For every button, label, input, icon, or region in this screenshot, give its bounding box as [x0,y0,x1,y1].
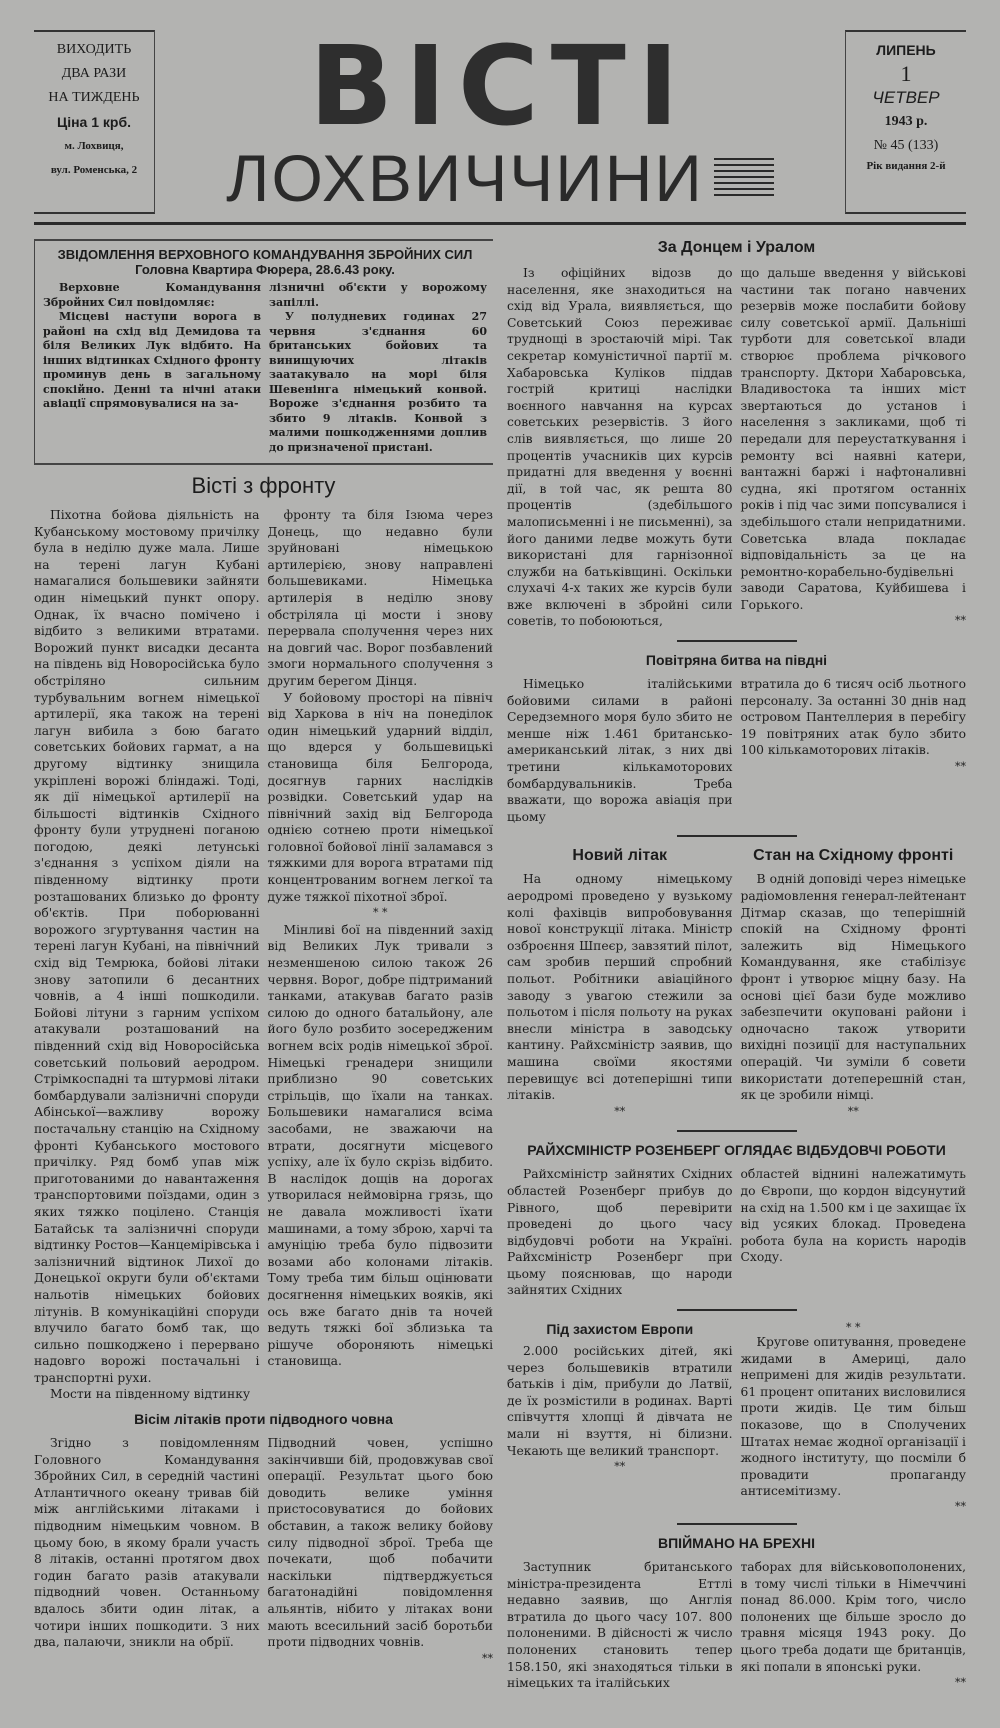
masthead-center [167,22,833,215]
address-street: вул. Роменська, 2 [50,164,138,176]
rosenberg-title: РАЙХСМІНІСТР РОЗЕНБЕРГ ОГЛЯДАЄ ВІДБУДОВЧІ РОБОТИ [527,1142,946,1159]
address-city: м. Лохвиця, [64,140,124,152]
rosenberg-article [507,1142,966,1299]
newplane-article [507,847,733,1120]
lie-col2: таборах для військовополонених, в тому числі тільки в Німеччині понад 86.000. Крім того, число полонених ще більше зросло до травня місяця 1943 року. До цього треба додати ще британців, які попали в японські руки. ** [741,1559,967,1692]
left-column [34,239,493,1673]
year: 1943 р. [884,114,928,129]
end-mark: ** [955,1500,966,1513]
communique-title: ЗВІДОМЛЕННЯ ВЕРХОВНОГО КОМАНДУВАННЯ ЗБРОЙНИХ СИЛ [57,247,473,262]
lie-col1: Заступник британського міністра-президента Еттлі недавно заявив, що Англія втратила до цього часу 107. 800 полоненими. В дійсності ж число полонених становить тепер 158.150, які знаходяться тільки в німецьких та італійських [507,1560,733,1691]
communique-col2: лізничні об'єкти у ворожому запіллі. У полудневих годинах 27 червня з'єднання 60 британських бойових та винищуючих літаків заатакувало на морі біля Шевенінга німецький конвой. Вороже з'єднання розбито та збито 9 літаків. Конвой з малими пошкодженнями доплив до призначеної пристані. [269,281,487,454]
frequency-line: ВИХОДИТЬ [56,42,132,57]
issue-number: № 45 (133) [873,138,939,153]
europe-article [507,1321,733,1476]
eastfront-text: В одній доповіді через німецьке радіомовлення генерал-лейтенант Дітмар сказав, що теперішній спокій на Східному фронті залежить від Німецького Командування, яке стабілізує фронт і утворює міцну базу. На основі цієї бази буде можливо забезпечити окуповані райони і одночасно також утворити вихідні позиції для наступальних операцій. Чи зуміли б совети використати дотеперешній стан, як це зробили німці. ** [741,871,967,1120]
divider [677,1130,797,1132]
rosenberg-col1: Райхсміністр зайнятих Східних областей Розенберг прибув до Рівного, щоб перевірити проведені до цього часу відбудовчі роботи на Україні. Райхсміністр Розенберг при цьому пояснював, що народи зайнятих Східних [507,1167,733,1298]
right-column [507,239,966,1698]
europe-poll-row [507,1321,966,1513]
end-mark: ** [955,614,966,628]
newplane-eastfront-row [507,847,966,1120]
end-mark: ** [614,1104,626,1118]
airbattle-col2: втратила до 6 тисяч осіб льотного персоналу. За останні 30 днів над островом Пантеллерия в перебігу 19 повітряних атак було збито 100 кількамоторових літаків. ** [741,676,967,776]
communique-box [34,239,493,465]
end-mark: ** [614,1460,626,1474]
front-article [34,473,493,1403]
frequency-line: ДВА РАЗИ [61,66,127,81]
communique-col1: Верховне Командування Збройних Сил повідомляє: Місцеві наступи ворога в районі на схід від Демидова та біля Великих Лук відбито. На інших відтинках Східного фронту проминув день в загальному спокійно. Денні та нічні атаки авіації спрямовувалися на за- [43,281,261,410]
europe-title: Під захистом Европи [546,1321,694,1338]
end-mark: ** [847,1104,859,1118]
price: Ціна 1 крб. [56,114,132,130]
lie-article [507,1535,966,1692]
weekday: ЧЕТВЕР [872,88,940,107]
submarine-col2: Підводний човен, успішно закінчивши бій, продовжував свої операції. Результат цього бою доводить велике уміння пристосовуватися до бойових обставин, а також велику бойову силу підводної зброї. Треба ще почекати, щоб побачити наскільки підтверджується багатонадійні повідомлення альянтів, нібито у літаках вони мають всесильний засіб боротьби проти підводних човнів. ** [268,1435,494,1667]
end-mark: ** [955,1676,966,1690]
masthead-subtitle: ЛОХВИЧЧИНИ [226,141,704,215]
front-col1: Піхотна бойова діяльність на Кубанському мостовому причілку була в неділю дуже мала. Лише на терені лагун Кубані намагалися большевики зайняти один німецький пункт опору. Однак, їх вчасно помічено і відбито з великими втратами. Ворожий пункт висадки десанта на південь від Новоросійська було обстріляно сильним турбувальним вогнем німецької артилерії, яка також на терені лагун вибила з бою багато советських бойових гармат, а на другому відтинку знищила укріплені ворожі бліндажі. Тоді, як дії німецької артилерії на більшості відтинків Східного фронту були утруднені поганою погодою, деякі летунські з'єднання з успіхом діяли на південному відтинку проти розташованих близько до фронту об'єктів. При поборюванні ворожого згуртування частин на терені лагун Кубані, на північний схід від Темрюка, бойові літаки знову затопили 6 десантних човнів, а 4 інші пошкодили. Бойові літуни з гарним успіхом атакували розташований на південний схід від Новоросійська советський польовий аеродром. Стрімкоспадні та штурмові літаки бомбардували залізничні споруди Абінської—важливу ворожу постачальну станцію на Східному фронті Кубанського мостового причілку. Ряд бомб упав між приготованими до навантаження транспортовими поїздами, один з яких тяжко поцілено. Станція Батайськ та залізничні споруди відтинку Ростов—Канцемірівська і залізничний відтинок Лихої до Донецької округи були об'єктами нальотів німецьких бойових літунів. В комунікаційні споруди влучило багато бомб так, що сильно пошкоджено і перервано надовго ворожі постачальні і транспортні рухи. Мости на південному відтинку [34,508,260,1402]
airbattle-title: Повітряна битва на півдні [645,652,828,669]
masthead-right-box [845,30,966,214]
divider [677,835,797,837]
communique-subtitle: Головна Квартира Фюрера, 28.6.43 року. [135,262,395,277]
divider [677,640,797,642]
donets-article [507,239,966,630]
edition-year: Рік видання 2-й [866,160,946,172]
page-body [34,239,966,1698]
divider [677,1309,797,1311]
masthead-left-box [34,30,155,214]
lie-title: ВПІЙМАНО НА БРЕХНІ [658,1535,815,1551]
submarine-article [34,1411,493,1667]
donets-col1: Із офіційних відозв до населення, яке знаходиться на схід від Урала, виявляється, що Советський Союз переживає труднощі в зростаючій мірі. Так секретар комуністичної партії м. Хабаровська Куліков піддав гострій критиці наслідки воєнного навчання на курсах советських резервістів. З його слів виявляється, що лише 20 процентів учасників цих курсів придатні для введення у воєнні дії, в той час, як решта 80 процентів (здебільшого малописьменні і не письменні), за його даними ледве можуть бути використані для гарнізонної служби на батьківщині. Оскільки слухачі 4-х таких же курсів були вже включені в збройні сили советів, то побоюються, [507,266,733,629]
separator-stars: * * [846,1321,861,1335]
eastfront-article [741,847,967,1120]
end-mark: ** [482,1651,493,1665]
donets-title: За Донцем і Уралом [657,239,816,256]
month: ЛИПЕНЬ [876,42,936,58]
eastfront-title: Стан на Східному фронті [753,847,954,865]
airbattle-article [507,652,966,825]
submarine-title: Вісім літаків проти підводного човна [134,1411,393,1428]
end-mark: ** [955,760,966,774]
masthead-lines [714,158,774,198]
europe-text: 2.000 російських дітей, які через большевиків втратили батьків і дім, прибули до Латвії, де їх розмістили в родинах. Варті співчуття хлопці й дівчата не мали ні взуття, ні білизни. Чекають ще великий транспорт. ** [507,1343,733,1476]
front-title: Вісті з фронту [191,473,336,498]
newplane-title: Новий літак [572,847,668,865]
front-col2: фронту та біля Ізюма через Донець, що недавно були зруйновані німецькою артилерією, знову направлені большевиками. Німецька артилерія в неділю знову обстріляла ці мости і знову перервала сполучення через них на довгий час. Ворог позбавлений змоги нормального сполучення з другим берегом Дінця. У бойовому просторі на північ від Харкова в ніч на понеділок один німецький ударний відділ, що вдерся у большевицькі становища біля Белгорода, досягнув гарних наслідків розвідки. Советський удар на північний захід від Белгорода однією сотнею проти німецької головної бойової лінії заламався з тяжкими для ворога втратами під концентрованим вогнем легкої та дуже тяжкої піхотної зброї. * * Мінливі бої на південний захід від Великих Лук тривали з незменшеною силою також 26 червня. Ворог, добре підтриманий танками, атакував багато разів силою до одного батальйону, але його було розбито зосередженим вогнем всіх родів німецької зброї. Німецькі гренадери знищили приблизно 90 советських стрільців, що їхали на танках. Большевики намагалися всіма засобами, не зважаючи на втрати, досягнути місцевого успіху, але їх було скрізь відбито. В наслідок дощів на дорогах утворилася неймовірна грязь, що не давала можливості їхати машинами, а тому зброю, харчі та амуніцію треба було підвозити возами або колонами літаків. Тому треба тим більш оцінювати досягнення німецьких вояків, які ось вже багато днів та ночей ведуть тяжкі бої зблизька та рішуче обороняють німецькі становища. [267,508,493,1369]
poll-text: Кругове опитування, проведене жидами в Америці, дало непримені для жидів результати. 61 процент опитаних висловилися проти жидів. Це тим більш показове, що в Сполучених Штатах немає жодної організації і жодного інституту, що посміли б провадити пропаганду антисемітизму. [740,1335,966,1499]
poll-article [741,1321,967,1513]
rosenberg-col2: областей віднині належатимуть до Європи, що кордон відсунутий на схід на 1.500 км і це захищає їх від усяких блокад. Проведена робота була на користь народів Сходу. [740,1167,966,1265]
frequency-line: НА ТИЖДЕНЬ [48,90,140,105]
donets-col2: що дальше введення у військові частини так погано навчених резервів може послабити бойову силу советської армії. Дальніші турботи для советської влади створює проблема річкового транспорту. Дктори Хабаровська, Владивостока та інших міст звертаються до установ і населення з закликами, щоб ті передали для переустаткування і ремонту всі наявні катери, вантажні баржі і нафтоналивні судна, які протягом останніх років і під час зими попсувалися і здебільшого стали непридатними. Советська влада покладає відповідальність за це на ремонтно-корабельно-будівельні заводи Саратова, Куйбишева і Горького. ** [741,265,967,630]
masthead-subtitle-row [226,142,774,214]
masthead-rule [34,222,966,225]
divider [677,1523,797,1525]
airbattle-col1: Німецько італійськими бойовими силами в районі Середземного моря було збито не менше ніж 1.461 британсько-американський літак, з них дві третини кількамоторових бомбардувальників. Треба вважати, що ворожа авіація при цьому [507,677,733,824]
separator-stars: * * [373,906,388,920]
day: 1 [900,61,912,86]
submarine-col1: Згідно з повідомленням Головного Командування Збройних Сил, в середній частині Атлантичного океану тривав бій між англійськими літаками і підводним німецьким човном. В цьому бою, в якому брали участь 8 літаків, останні протягом двох годин багато разів атакували підводний човен. Останньому вдалось збити один літак, а чотири інших пошкодити. З них два, палаючи, зникли на обрії. [34,1436,260,1650]
masthead [34,22,966,215]
newplane-text: На одному німецькому аеродромі проведено у вузькому колі фахівців випробовування нової конструкції літака. Міністр озброєння Шпеєр, завзятий пілот, сам зробив перший спробний польот. Робітники авіаційного заводу з увагою стежили за польотом і після польоту на руках внесли міністра в заводську кантину. Райхсміністр заявив, що машина своїми якостями перевищує всі дотеперішні типи літаків. ** [507,871,733,1120]
masthead-title: ВІСТІ [309,22,691,150]
